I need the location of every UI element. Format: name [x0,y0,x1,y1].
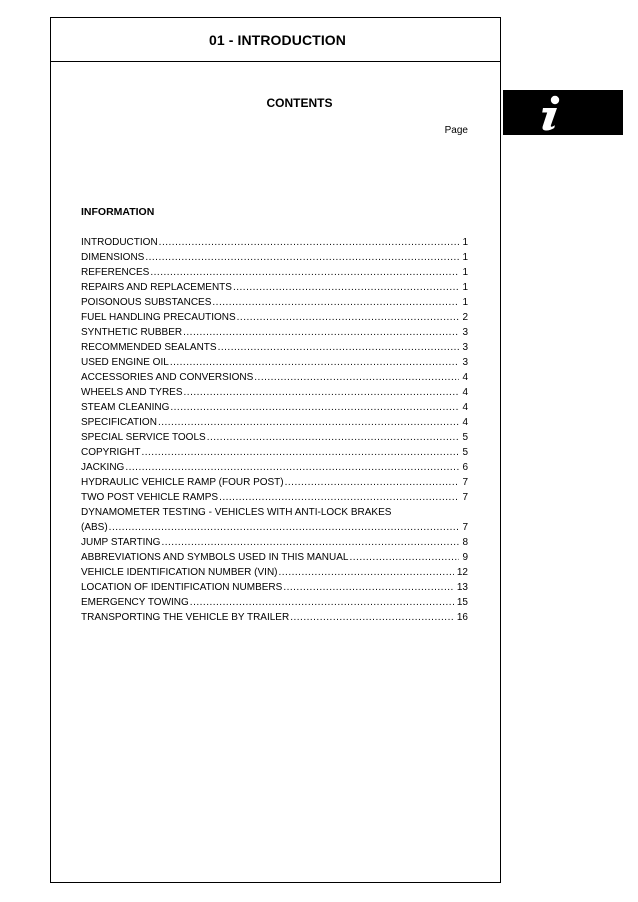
toc-entry-page: 12 [456,567,468,578]
toc-entry-page: 1 [462,237,468,248]
toc-entry-label: DIMENSIONS [81,252,145,263]
toc-entry-page: 5 [462,447,468,458]
leader-dots [150,265,459,280]
toc-entry-page: 5 [462,432,468,443]
leader-dots [233,280,459,295]
toc-entry-wrapped-first-line[interactable] [81,505,468,520]
toc-entry-page: 9 [462,552,468,563]
leader-dots [158,415,460,430]
toc-entry[interactable] [81,490,468,505]
toc-entry-page: 4 [462,402,468,413]
toc-entry[interactable] [81,550,468,565]
toc-entry[interactable] [81,295,468,310]
toc-entry[interactable] [81,565,468,580]
toc-entry-label: REPAIRS AND REPLACEMENTS [81,282,232,293]
leader-dots [283,580,454,595]
leader-dots [218,340,460,355]
chapter-title: 01 - INTRODUCTION [208,31,347,48]
leader-dots [349,550,459,565]
toc-entry-label-continued: (ABS) [81,522,108,533]
toc-entry[interactable] [81,250,468,265]
page-column-label: Page [444,125,468,136]
leader-dots [207,430,460,445]
toc-entry-page: 7 [462,477,468,488]
toc-entry-page: 1 [462,267,468,278]
leader-dots [125,460,459,475]
toc-entry[interactable] [81,340,468,355]
leader-dots [290,610,454,625]
toc-entry[interactable] [81,475,468,490]
toc-entry-page: 13 [456,582,468,593]
toc-entry-label: SPECIAL SERVICE TOOLS [81,432,206,443]
toc-entry-label: REFERENCES [81,267,150,278]
table-of-contents [81,235,468,625]
toc-entry-page: 4 [462,387,468,398]
toc-entry-page: 7 [462,522,468,533]
toc-entry-page: 3 [462,327,468,338]
leader-dots [159,235,460,250]
toc-entry-label: EMERGENCY TOWING [81,597,189,608]
toc-entry-label: DYNAMOMETER TESTING - VEHICLES WITH ANTI-LOCK BRAKES [81,507,392,518]
toc-entry[interactable] [81,400,468,415]
toc-entry[interactable] [81,535,468,550]
toc-entry[interactable] [81,595,468,610]
leader-dots [285,475,460,490]
toc-entry-label: VEHICLE IDENTIFICATION NUMBER (VIN) [81,567,278,578]
toc-entry-label: JACKING [81,462,125,473]
toc-entry-label: FUEL HANDLING PRECAUTIONS [81,312,236,323]
toc-entry-label: SYNTHETIC RUBBER [81,327,183,338]
toc-entry[interactable] [81,610,468,625]
toc-entry[interactable] [81,415,468,430]
toc-entry-page: 4 [462,372,468,383]
toc-entry-page: 1 [462,252,468,263]
chapter-tab [503,90,623,135]
toc-entry-label: USED ENGINE OIL [81,357,169,368]
leader-dots [184,385,460,400]
toc-entry-page: 1 [462,282,468,293]
leader-dots [254,370,459,385]
toc-entry-label: LOCATION OF IDENTIFICATION NUMBERS [81,582,283,593]
toc-entry-page: 6 [462,462,468,473]
toc-entry-label: COPYRIGHT [81,447,141,458]
information-icon [533,94,565,132]
leader-dots [170,355,460,370]
toc-entry-label: STEAM CLEANING [81,402,170,413]
toc-entry-label: WHEELS AND TYRES [81,387,183,398]
leader-dots [279,565,454,580]
leader-dots [190,595,454,610]
leader-dots [161,535,459,550]
toc-entry-label: INTRODUCTION [81,237,158,248]
leader-dots [145,250,459,265]
toc-entry-label: POISONOUS SUBSTANCES [81,297,212,308]
toc-entry[interactable] [81,310,468,325]
toc-entry-page: 4 [462,417,468,428]
toc-entry-label: ACCESSORIES AND CONVERSIONS [81,372,254,383]
leader-dots [170,400,459,415]
toc-entry-page: 15 [456,597,468,608]
toc-entry[interactable] [81,580,468,595]
leader-dots [109,520,460,535]
toc-entry-page: 8 [462,537,468,548]
toc-entry[interactable] [81,325,468,340]
leader-dots [212,295,459,310]
toc-entry[interactable] [81,460,468,475]
toc-entry-page: 3 [462,357,468,368]
toc-entry[interactable] [81,445,468,460]
toc-entry-page: 7 [462,492,468,503]
toc-entry-page: 3 [462,342,468,353]
toc-entry[interactable] [81,370,468,385]
toc-entry[interactable] [81,280,468,295]
contents-heading: CONTENTS [266,96,333,110]
toc-entry-page: 16 [456,612,468,623]
toc-entry-page: 2 [462,312,468,323]
toc-entry[interactable] [81,235,468,250]
toc-entry-label: SPECIFICATION [81,417,157,428]
toc-entry[interactable] [81,385,468,400]
toc-entry-wrapped-second-line[interactable] [81,520,468,535]
page-frame [50,17,501,883]
toc-entry-label: RECOMMENDED SEALANTS [81,342,217,353]
toc-entry-label: ABBREVIATIONS AND SYMBOLS USED IN THIS MANUAL [81,552,349,563]
toc-entry[interactable] [81,265,468,280]
toc-entry[interactable] [81,430,468,445]
toc-entry[interactable] [81,355,468,370]
page-header [51,18,500,62]
leader-dots [237,310,460,325]
leader-dots [183,325,459,340]
toc-entry-label: TRANSPORTING THE VEHICLE BY TRAILER [81,612,290,623]
section-title: INFORMATION [81,206,155,218]
toc-entry-page: 1 [462,297,468,308]
toc-entry-label: TWO POST VEHICLE RAMPS [81,492,219,503]
toc-entry-label: HYDRAULIC VEHICLE RAMP (FOUR POST) [81,477,284,488]
leader-dots [219,490,459,505]
leader-dots [141,445,459,460]
toc-entry-label: JUMP STARTING [81,537,161,548]
